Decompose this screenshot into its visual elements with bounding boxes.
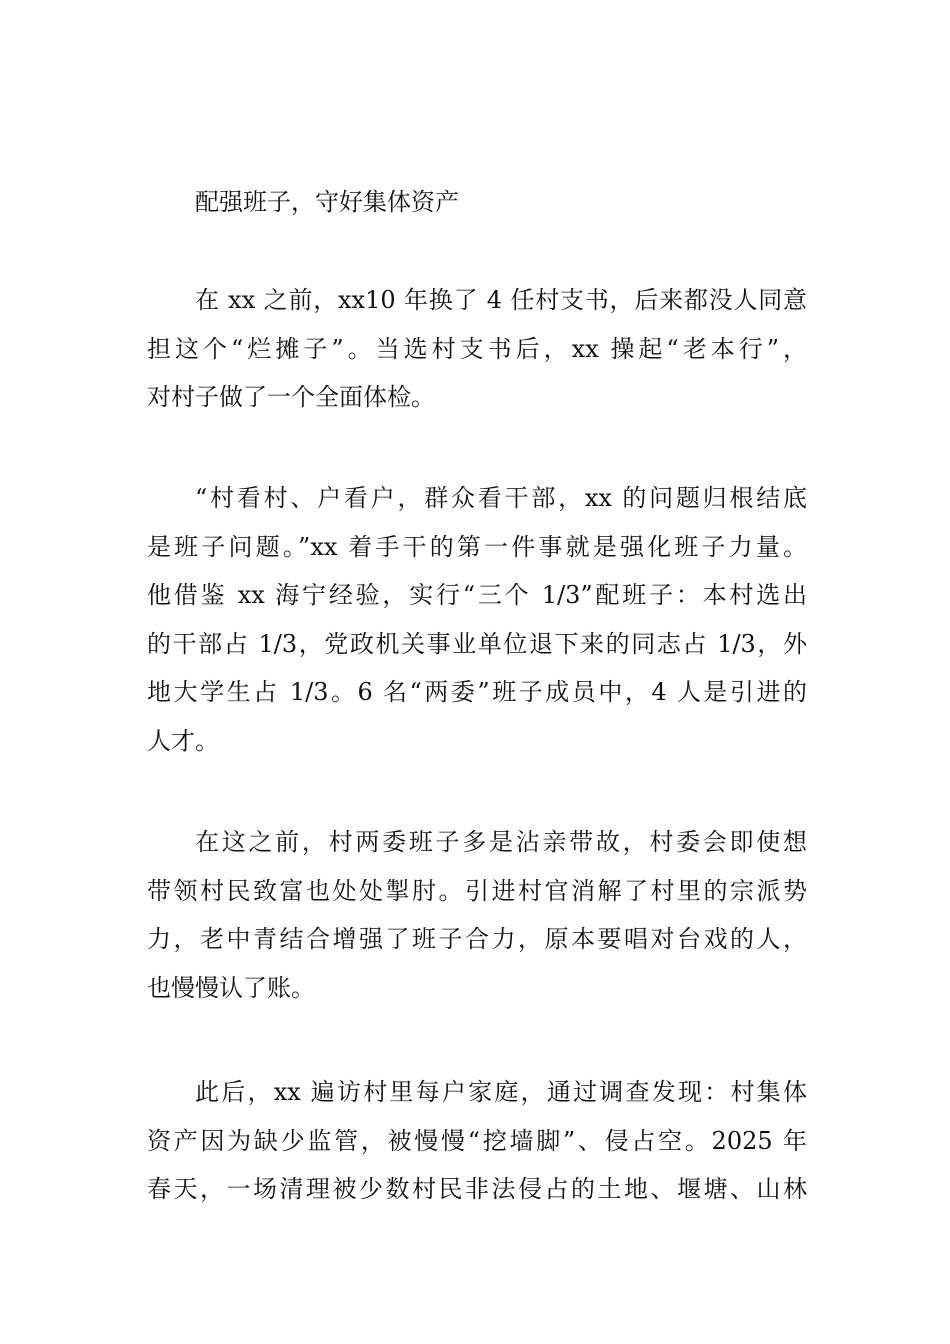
paragraph-line: 也慢慢认了账。 (147, 973, 315, 1002)
paragraph-2 (147, 474, 807, 765)
paragraph-line: 他借鉴 xx 海宁经验，实行“三个 1/3”配班子：本村选出 (147, 581, 807, 609)
paragraph-line: 对村子做了一个全面体检。 (147, 383, 435, 411)
paragraph-3 (147, 818, 807, 1012)
paragraph-line: 在 xx 之前，xx10 年换了 4 任村支书，后来都没人同意 (195, 286, 807, 314)
paragraph-line: 资产因为缺少监管，被慢慢“挖墙脚”、侵占空。2025 年 (147, 1126, 807, 1155)
section-heading: 配强班子，守好集体资产 (195, 188, 459, 216)
paragraph-line: 春天，一场清理被少数村民非法侵占的土地、堰塘、山林 (147, 1175, 807, 1203)
paragraph-line: “村看村、户看户，群众看干部，xx 的问题归根结底 (195, 484, 807, 512)
paragraph-line: 此后，xx 遍访村里每户家庭，通过调查发现：村集体 (195, 1078, 807, 1106)
paragraph-line: 人才。 (147, 726, 219, 755)
paragraph-line: 是班子问题。”xx 着手干的第一件事就是强化班子力量。 (147, 532, 807, 561)
paragraph-4 (147, 1068, 807, 1214)
paragraph-line: 力，老中青结合增强了班子合力，原本要唱对台戏的人， (147, 925, 807, 953)
paragraph-line: 在这之前，村两委班子多是沾亲带故，村委会即使想 (195, 828, 807, 856)
paragraph-line: 的干部占 1/3，党政机关事业单位退下来的同志占 1/3，外 (147, 629, 807, 658)
paragraph-line: 地大学生占 1/3。6 名“两委”班子成员中，4 人是引进的 (147, 678, 807, 706)
paragraph-1 (147, 276, 807, 422)
paragraph-line: 担这个“烂摊子”。当选村支书后，xx 操起“老本行”， (147, 334, 807, 363)
paragraph-line: 带领村民致富也处处掣肘。引进村官消解了村里的宗派势 (147, 876, 807, 905)
